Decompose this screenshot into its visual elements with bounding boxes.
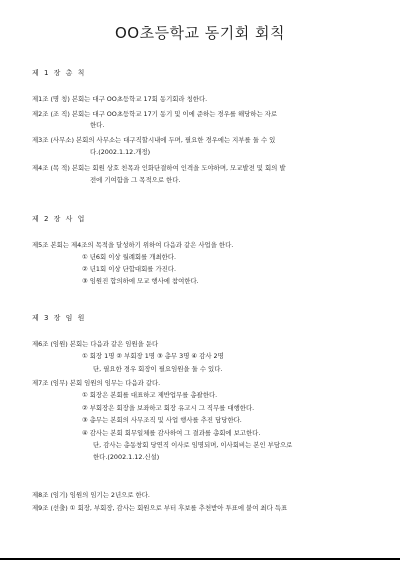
article-2-cont: 한다. [90, 121, 105, 129]
article-7-note-cont: 한다.(2002.1.12.신설) [93, 453, 160, 461]
article-4: 제4조 (목 적) 본회는 회원 상호 친목과 인화단결하여 인격을 도야하며, 모교발전 및 회의 발 [32, 164, 286, 172]
article-6-item-1: ① 회장 1명 ② 부회장 1명 ③ 총무 3명 ④ 감사 2명 [82, 352, 224, 360]
chapter-heading-3: 제 3 장 임 원 [32, 314, 86, 322]
article-3-cont: 다.(2002.1.12.개정) [90, 148, 151, 156]
article-6-note: 단, 필요한 경우 회장이 필요임원을 둘 수 있다. [93, 365, 223, 373]
article-7-item-1: ① 회장은 본회를 대표하고 제반업무를 총괄한다. [82, 391, 218, 399]
document-title: OO초등학교 동기회 회칙 [114, 24, 286, 42]
article-2: 제2조 (조 직) 본회는 대구 OO초등학교 17기 동기 및 이에 준하는 경우를 해당하는 자로 [32, 110, 278, 118]
article-5-item-3: ③ 임원진 합의하에 모교 행사에 참여한다. [82, 277, 199, 285]
article-9: 제9조 (선출) ① 회장, 부회장, 감사는 회원으로 부터 후보를 추천받아 투표에 붙여 최다 득표 [32, 504, 288, 512]
article-7: 제7조 (임무) 본회 임원의 임무는 다음과 같다. [32, 379, 161, 387]
page-bottom-rule [0, 558, 400, 560]
article-6: 제6조 (임원) 본회는 다음과 같은 임원을 둔다 [32, 340, 159, 348]
article-8: 제8조 (임기) 임원의 임기는 2년으로 한다. [32, 491, 150, 499]
article-4-cont: 전에 기여함을 그 목적으로 한다. [90, 176, 181, 184]
chapter-heading-2: 제 2 장 사 업 [32, 215, 86, 223]
article-3: 제3조 (사무소) 본회의 사무소는 대구직할시내에 두며, 필요한 경우에는 지부를 둘 수 있 [32, 136, 276, 144]
article-5-item-1: ① 년6회 이상 월례회를 개최한다. [82, 253, 177, 261]
article-5-item-2: ② 년1회 이상 단합대회를 가진다. [82, 265, 177, 273]
article-7-item-3: ③ 총무는 본회의 사무조직 및 사업 행사를 추진 담당한다. [82, 416, 242, 424]
article-5: 제5조 본회는 제4조의 목적을 달성하기 위하여 다음과 같은 사업을 한다. [32, 241, 234, 249]
article-1: 제1조 (명 칭) 본회는 대구 OO초등학교 17회 동기회라 칭한다. [32, 95, 208, 103]
article-7-note: 단, 감사는 총동창회 당연직 이사로 임명되며, 이사회비는 본인 부담으로 [93, 441, 293, 449]
chapter-heading-1: 제 1 장 총 칙 [32, 69, 86, 77]
article-7-item-2: ② 부회장은 회장을 보좌하고 회장 유고시 그 직무를 대행한다. [82, 404, 255, 412]
article-7-item-4: ④ 감사는 본회 회무일체를 감사하여 그 결과를 총회에 보고한다. [82, 429, 261, 437]
